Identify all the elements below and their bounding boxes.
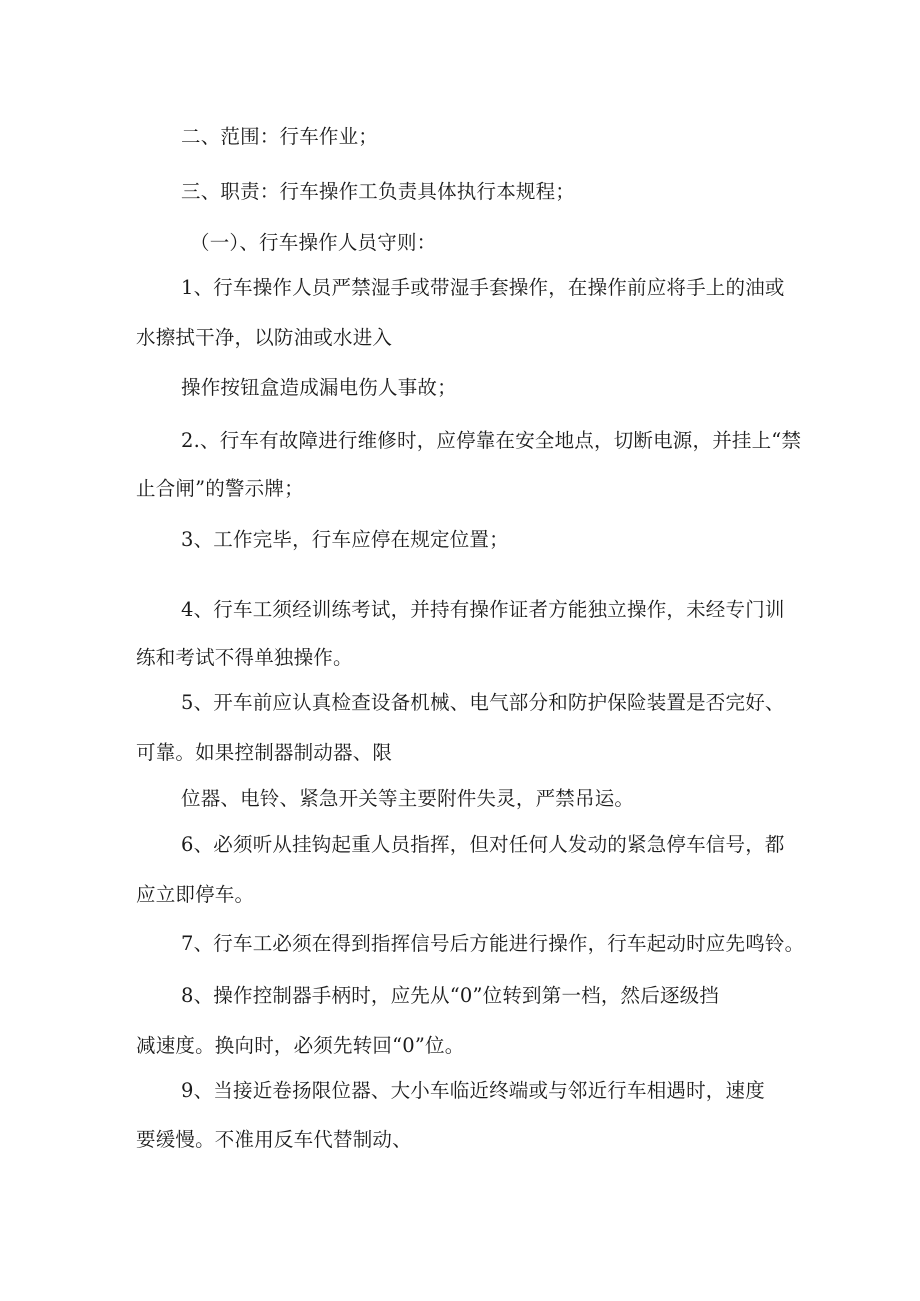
rule-9-line-1: 9、当接近卷扬限位器、大小车临近终端或与邻近行车相遇时，速度 bbox=[181, 1079, 765, 1102]
rule-5-line-3: 位器、电铃、紧急开关等主要附件失灵，严禁吊运。 bbox=[181, 787, 635, 810]
rule-9-line-2: 要缓慢。不准用反车代替制动、 bbox=[136, 1128, 412, 1151]
rule-2-line-1: 2.、行车有故障进行维修时，应停靠在安全地点，切断电源，并挂上“禁 bbox=[181, 429, 802, 452]
rule-4-line-2: 练和考试不得单独操作。 bbox=[136, 646, 353, 669]
rule-8-line-2: 减速度。换向时，必须先转回“0”位。 bbox=[136, 1034, 465, 1057]
rule-6-line-1: 6、必须听从挂钩起重人员指挥，但对任何人发动的紧急停车信号，都 bbox=[181, 833, 785, 856]
section-duties-heading: 三、职责：行车操作工负责具体执行本规程； bbox=[181, 180, 576, 203]
rule-1-line-3: 操作按钮盒造成漏电伤人事故； bbox=[181, 376, 457, 399]
rule-7-line-1: 7、行车工必须在得到指挥信号后方能进行操作，行车起动时应先鸣铃。 bbox=[181, 932, 805, 955]
rule-6-line-2: 应立即停车。 bbox=[136, 883, 255, 906]
rule-5-line-2: 可靠。如果控制器制动器、限 bbox=[136, 741, 393, 764]
rule-8-line-1: 8、操作控制器手柄时，应先从“0”位转到第一档，然后逐级挡 bbox=[181, 984, 720, 1007]
rule-4-line-1: 4、行车工须经训练考试，并持有操作证者方能独立操作，未经专门训 bbox=[181, 598, 785, 621]
section-scope-heading: 二、范围：行车作业； bbox=[181, 125, 379, 148]
rule-1-line-1: 1、行车操作人员严禁湿手或带湿手套操作，在操作前应将手上的油或 bbox=[181, 276, 785, 299]
subsection-operator-rules-heading: （一）、行车操作人员守则： bbox=[190, 231, 437, 254]
rule-5-line-1: 5、开车前应认真检查设备机械、电气部分和防护保险装置是否完好、 bbox=[181, 691, 785, 714]
rule-2-line-2: 止合闸”的警示牌； bbox=[136, 477, 304, 500]
rule-1-line-2: 水擦拭干净，以防油或水进入 bbox=[136, 326, 393, 349]
rule-3-line-1: 3、工作完毕，行车应停在规定位置； bbox=[181, 528, 509, 551]
